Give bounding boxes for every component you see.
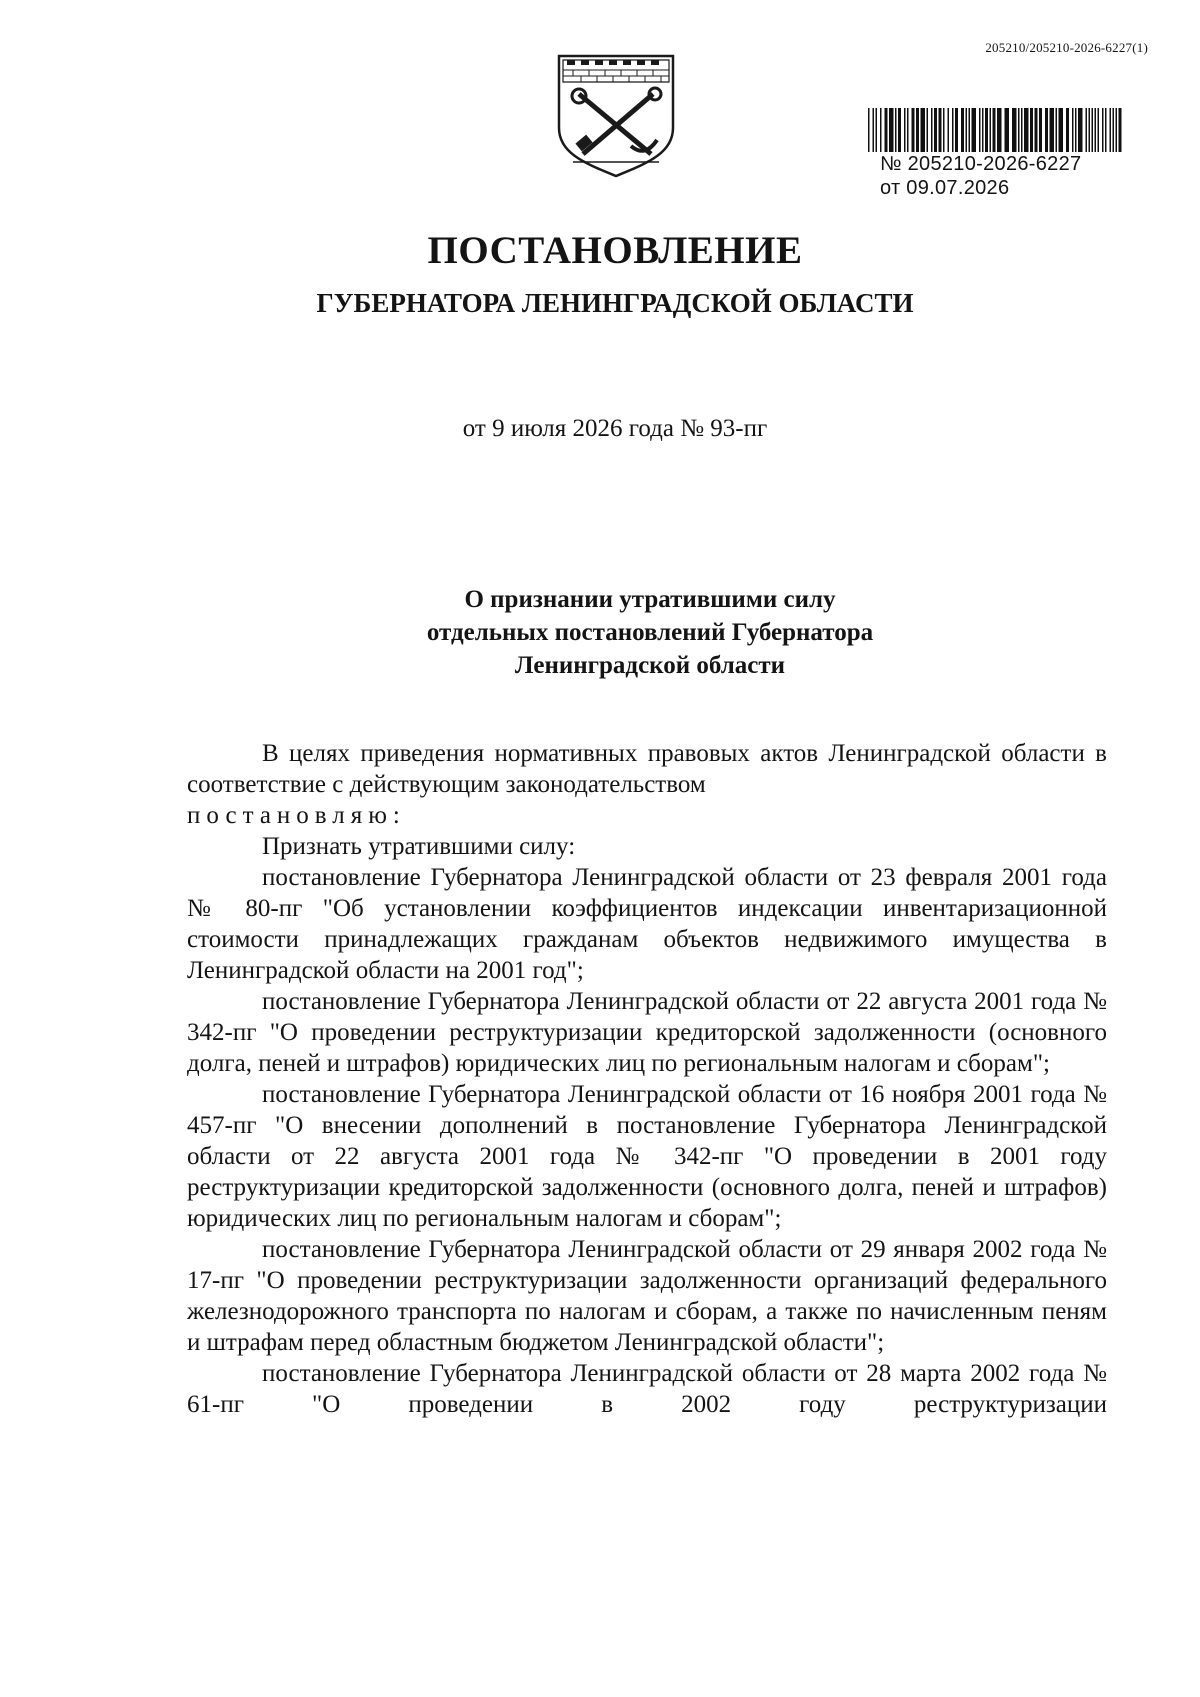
barcode-bar	[895, 108, 897, 152]
barcode-bar	[916, 108, 919, 152]
barcode-bar	[985, 108, 988, 152]
barcode-bar	[966, 108, 968, 152]
body-paragraph: постановление Губернатора Ленинградской области от 29 января 2002 года № 17-пг "О проведении реструктуризации задолженности организаций федерального железнодорожного транспорта по налогам и сборам, а также по начисленным пеням и штрафам перед областным бюджетом Ленинградской области";	[187, 1236, 1107, 1356]
barcode-bar	[1119, 108, 1122, 152]
document-subject	[0, 583, 1200, 682]
barcode-bar	[934, 108, 937, 152]
barcode-bar	[1095, 108, 1097, 152]
barcode-bar	[982, 108, 984, 152]
subject-line: отдельных постановлений Губернатора	[426, 619, 874, 646]
registration-date: от 09.07.2026	[880, 177, 1010, 199]
barcode-bar	[880, 108, 882, 152]
body-paragraph-decree: постановляю:	[187, 802, 406, 829]
barcode-bar	[1116, 108, 1118, 152]
barcode-bar	[1056, 108, 1058, 152]
body-paragraph: постановление Губернатора Ленинградской области от 28 марта 2002 года № 61-пг "О проведении в 2002 году реструктуризации	[187, 1360, 1107, 1418]
document-subtitle: ГУБЕРНАТОРА ЛЕНИНГРАДСКОЙ ОБЛАСТИ	[316, 288, 914, 318]
barcode-bar	[904, 108, 906, 152]
barcode-bar	[1059, 108, 1064, 152]
barcode-bar	[990, 108, 992, 152]
barcode-bar	[1075, 108, 1077, 152]
barcode-bar	[939, 108, 942, 152]
barcode-bar	[1098, 108, 1100, 152]
barcode-bar	[868, 108, 870, 152]
barcode-bar	[997, 108, 1002, 152]
barcode-bar	[1039, 108, 1042, 152]
barcode-bar	[948, 108, 950, 152]
document-title: ПОСТАНОВЛЕНИЕ	[427, 229, 803, 272]
barcode-bar	[921, 108, 926, 152]
barcode-bar	[873, 108, 875, 152]
barcode-bar	[931, 108, 933, 152]
subject-line: О признании утратившими силу	[464, 586, 836, 613]
barcode-bar	[1030, 108, 1033, 152]
barcode-bar	[1066, 108, 1069, 152]
body-paragraph: Признать утратившими силу:	[262, 833, 576, 860]
barcode-bar	[1105, 108, 1107, 152]
body-paragraph: В целях приведения нормативных правовых актов Ленинградской области в соответствие с действующим законодательством	[187, 740, 1107, 798]
barcode-bar	[1005, 108, 1010, 152]
barcode-bar	[1021, 108, 1023, 152]
registration-block	[880, 152, 1081, 200]
coat-of-arms-icon	[553, 50, 679, 178]
barcode-bar	[1018, 108, 1020, 152]
document-date-number: от 9 июля 2026 года № 93-пг	[462, 415, 768, 442]
barcode-bar	[876, 108, 878, 152]
barcode-bar	[1089, 108, 1091, 152]
barcode-bar	[912, 108, 915, 152]
barcode-bar	[1012, 108, 1017, 152]
barcode-bar	[1110, 108, 1112, 152]
barcode-bar	[979, 108, 981, 152]
barcode-bar	[1113, 108, 1115, 152]
barcode-bar	[885, 108, 888, 152]
barcode-bar	[972, 108, 977, 152]
barcode-bar	[961, 108, 964, 152]
body-paragraph: постановление Губернатора Ленинградской области от 16 ноября 2001 года № 457-пг "О внесении дополнений в постановление Губернатора Ленинградской области от 22 августа 2001 года № 342-пг "О проведении в 2001 году реструктуризации кредиторской задолженности (основного долга, пеней и штрафов) юридических лиц по региональным налогам и сборам";	[187, 1081, 1107, 1232]
barcode-bar	[889, 108, 894, 152]
barcode-bar	[907, 108, 909, 152]
body-paragraph: постановление Губернатора Ленинградской области от 23 февраля 2001 года № 80-пг "Об установлении коэффициентов индексации инвентаризационной стоимости принадлежащих гражданам объектов недвижимого имущества в Ленинградской области на 2001 год";	[187, 864, 1107, 984]
barcode-bar	[1050, 108, 1055, 152]
barcode-bar	[1078, 108, 1083, 152]
barcode-bar	[1072, 108, 1074, 152]
barcode-bar	[943, 108, 945, 152]
barcode-bar	[1102, 108, 1104, 152]
barcode-bar	[1086, 108, 1088, 152]
barcode-bar	[927, 108, 929, 152]
barcode-bar	[898, 108, 901, 152]
barcode-icon	[866, 108, 1124, 152]
barcode-bar	[993, 108, 996, 152]
barcode-bar	[1024, 108, 1029, 152]
barcode-bar	[1035, 108, 1038, 152]
barcode-bar	[955, 108, 958, 152]
barcode-bar	[969, 108, 971, 152]
barcode-bar	[1045, 108, 1048, 152]
barcode-bar	[952, 108, 954, 152]
registration-number: № 205210-2026-6227	[880, 153, 1082, 175]
document-corner-id: 205210/205210-2026-6227(1)	[985, 40, 1148, 55]
barcode-bar	[1092, 108, 1094, 152]
body-paragraph: постановление Губернатора Ленинградской области от 22 августа 2001 года № 342-пг "О проведении реструктуризации кредиторской задолженности (основного долга, пеней и штрафов) юридических лиц по региональным налогам и сборам";	[187, 988, 1107, 1077]
subject-line: Ленинградской области	[514, 652, 786, 679]
document-body	[187, 738, 1107, 1420]
